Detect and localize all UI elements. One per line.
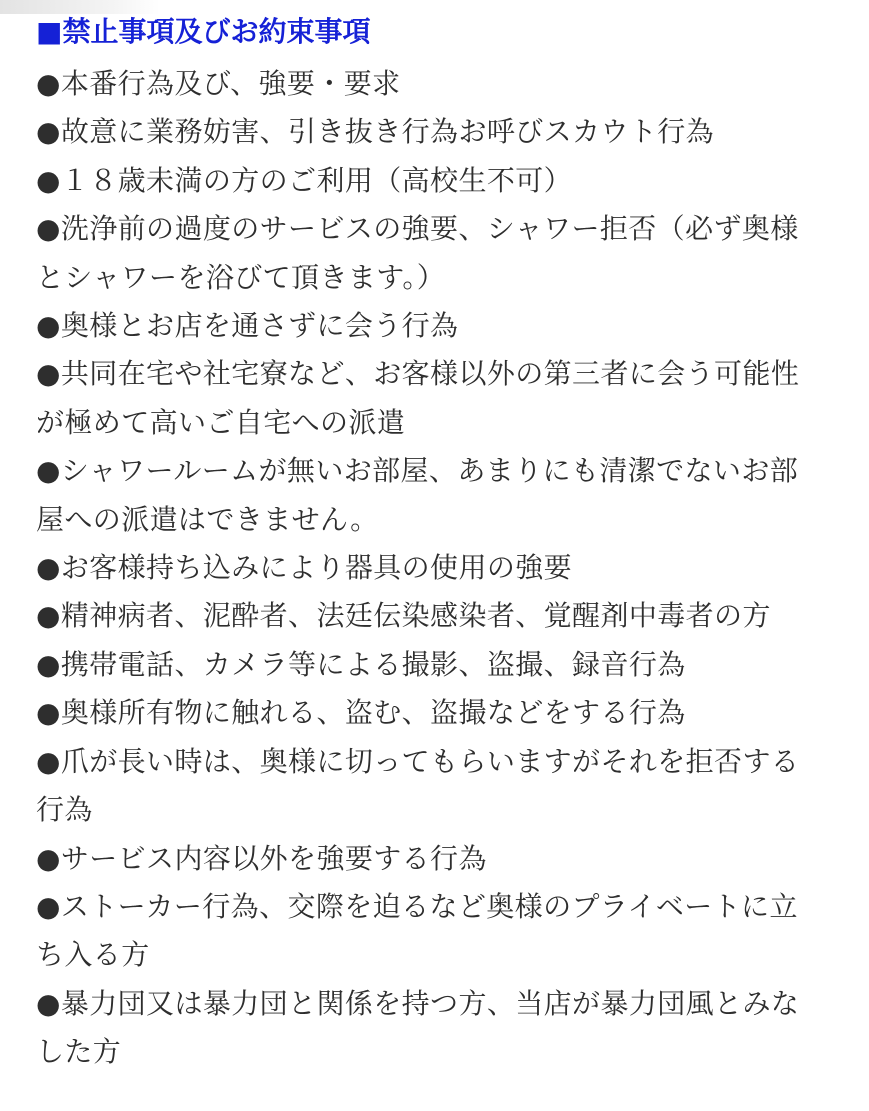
bullet-icon: ● [36, 889, 61, 923]
rule-text: 暴力団又は暴力団と関係を持つ方、当店が暴力団風とみなした方 [36, 986, 800, 1069]
rule-item [36, 544, 826, 592]
bullet-icon: ● [36, 551, 61, 585]
rule-item [36, 157, 826, 205]
rules-section [36, 8, 826, 1077]
rule-item [36, 205, 826, 302]
rule-text: 共同在宅や社宅寮など、お客様以外の第三者に会う可能性が極めて高いご自宅への派遣 [36, 357, 800, 439]
rules-list [36, 60, 826, 1077]
rule-text: ストーカー行為、交際を迫るなど奥様のプライベートに立ち入る方 [36, 889, 798, 972]
rule-item [36, 350, 826, 447]
rule-text: サービス内容以外を強要する行為 [60, 841, 487, 875]
bullet-icon: ● [36, 986, 61, 1020]
rule-item [36, 60, 826, 108]
bullet-icon: ● [36, 67, 61, 100]
rule-text: 携帯電話、カメラ等による撮影、盗撮、録音行為 [60, 647, 686, 681]
rule-item [36, 883, 826, 980]
rule-item [36, 980, 826, 1077]
rule-item [36, 592, 826, 640]
bullet-icon: ● [36, 163, 61, 197]
bullet-icon: ● [36, 647, 61, 681]
bullet-icon: ● [36, 744, 61, 778]
bullet-icon: ● [36, 696, 61, 730]
rule-text: 洗浄前の過度のサービスの強要、シャワー拒否（必ず奥様とシャワーを浴びて頂きます。） [36, 212, 799, 294]
section-title: ■禁止事項及びお約束事項 [36, 15, 371, 48]
rule-text: １８歳未満の方のご利用（高校生不可） [60, 163, 573, 197]
bullet-icon: ● [36, 841, 61, 875]
rule-item [36, 447, 826, 544]
rule-text: 奥様とお店を通さずに会う行為 [60, 309, 459, 343]
rule-text: 本番行為及び、強要・要求 [60, 67, 401, 100]
bullet-icon: ● [36, 309, 61, 343]
rule-text: 精神病者、泥酔者、法廷伝染感染者、覚醒剤中毒者の方 [60, 599, 771, 633]
rule-text: 爪が長い時は、奥様に切ってもらいますがそれを拒否する行為 [36, 744, 800, 827]
rule-item [36, 689, 826, 737]
rule-text: お客様持ち込みにより器具の使用の強要 [60, 551, 573, 585]
rule-item [36, 835, 826, 883]
bullet-icon: ● [36, 212, 61, 246]
bullet-icon: ● [36, 357, 61, 391]
rule-text: シャワールームが無いお部屋、あまりにも清潔でないお部屋への派遣はできません。 [36, 454, 799, 536]
rule-item [36, 738, 826, 835]
bullet-icon: ● [36, 115, 61, 149]
bullet-icon: ● [36, 599, 61, 633]
rule-item [36, 108, 826, 156]
rule-text: 奥様所有物に触れる、盗む、盗撮などをする行為 [60, 696, 686, 730]
bullet-icon: ● [36, 454, 61, 488]
rule-item [36, 641, 826, 689]
rule-text: 故意に業務妨害、引き抜き行為お呼びスカウト行為 [60, 115, 715, 149]
rule-item [36, 302, 826, 350]
